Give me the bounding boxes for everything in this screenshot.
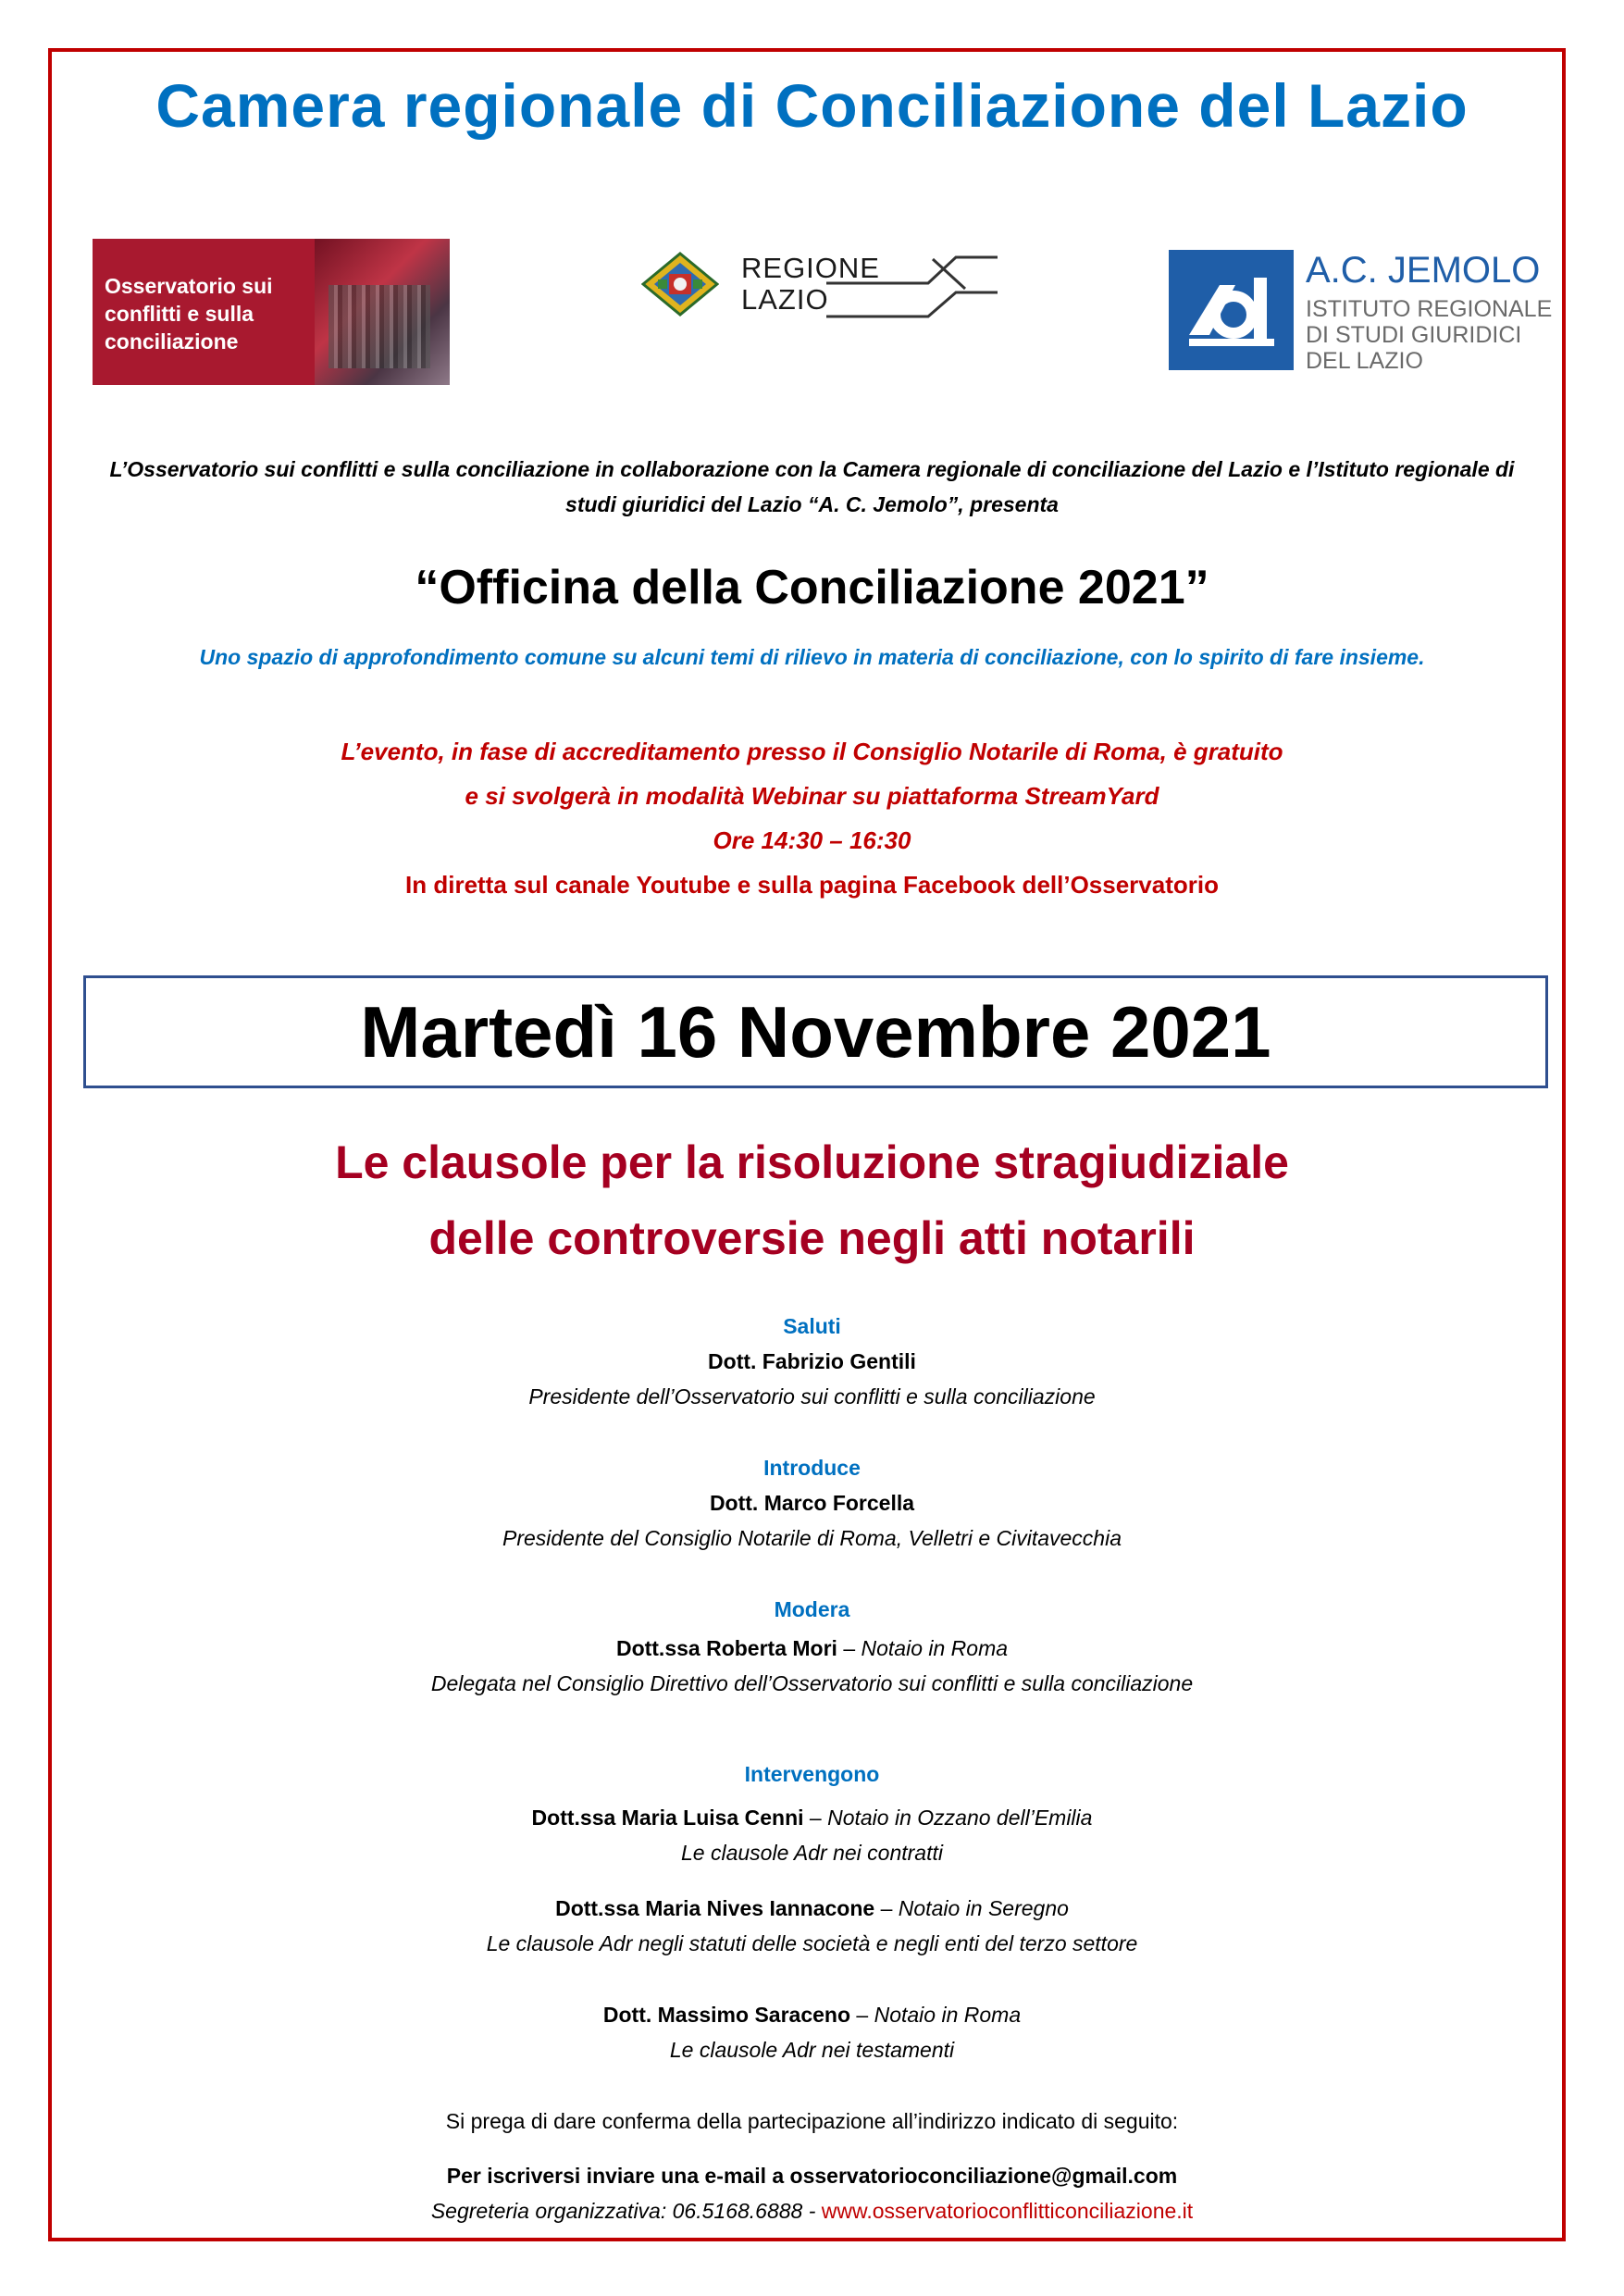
modera-place: Notaio in Roma: [861, 1636, 1009, 1660]
event-tagline: Uno spazio di approfondimento comune su alcuni temi di rilievo in materia di conciliazione, con lo spirito di fare insieme.: [199, 645, 1425, 669]
separator: –: [850, 2003, 874, 2027]
introduce-section: [0, 1450, 1624, 1556]
regione-lazio-lines-graphic: [826, 248, 998, 322]
modera-heading: Modera: [774, 1597, 850, 1621]
speaker-topic: Le clausole Adr nei contratti: [681, 1841, 943, 1865]
jemolo-mark-icon: [1169, 250, 1294, 370]
event-topic-line2: delle controversie negli atti notarili: [428, 1212, 1196, 1264]
separator: –: [837, 1636, 862, 1660]
intervengono-heading: Intervengono: [744, 1762, 880, 1786]
secretariat-phone: Segreteria organizzativa: 06.5168.6888 -: [430, 2199, 822, 2223]
regione-lazio-logo: [641, 248, 993, 331]
website-link[interactable]: www.osservatorioconflitticonciliazione.it: [821, 2199, 1194, 2223]
secretariat-line: [0, 2193, 1624, 2228]
introduce-heading: Introduce: [763, 1456, 861, 1480]
introduce-speaker: Dott. Marco Forcella: [709, 1491, 915, 1515]
separator: –: [874, 1896, 899, 1920]
event-date: Martedì 16 Novembre 2021: [83, 975, 1548, 1088]
confirm-note: Si prega di dare conferma della partecipazione all’indirizzo indicato di seguito:: [445, 2109, 1179, 2133]
speaker-topic: Le clausole Adr negli statuti delle società e negli enti del terzo settore: [486, 1931, 1138, 1955]
modera-role: Delegata nel Consiglio Direttivo dell’Osservatorio sui conflitti e sulla conciliazione: [430, 1671, 1194, 1695]
intro-text: L’Osservatorio sui conflitti e sulla conciliazione in collaborazione con la Camera regionale di conciliazione del Lazio e l’Istituto regionale di studi giuridici del Lazio “A. C. Jemolo”, presenta: [109, 457, 1515, 516]
regione-lazio-emblem-icon: [641, 252, 719, 316]
event-info-live: In diretta sul canale Youtube e sulla pagina Facebook dell’Osservatorio: [405, 871, 1219, 899]
regione-label: REGIONE: [741, 252, 880, 284]
speaker-item: [0, 1997, 1624, 2067]
event-info-accreditation: L’evento, in fase di accreditamento presso il Consiglio Notarile di Roma, è gratuito: [341, 738, 1283, 765]
speaker-name: Dott.ssa Maria Nives Iannacone: [555, 1896, 875, 1920]
event-info: [0, 729, 1624, 907]
speaker-place: Notaio in Seregno: [898, 1896, 1069, 1920]
modera-speaker: Dott.ssa Roberta Mori: [615, 1636, 837, 1660]
page-title: Camera regionale di Conciliazione del Lazio: [155, 71, 1469, 140]
jemolo-logo: [1169, 250, 1567, 379]
speaker-item: [0, 1800, 1624, 1870]
saluti-heading: Saluti: [783, 1314, 841, 1338]
osservatorio-logo: [93, 239, 450, 385]
event-info-webinar: e si svolgerà in modalità Webinar su piattaforma StreamYard: [465, 782, 1159, 810]
speaker-topic: Le clausole Adr nei testamenti: [669, 2038, 955, 2062]
saluti-speaker: Dott. Fabrizio Gentili: [708, 1349, 916, 1373]
speaker-place: Notaio in Ozzano dell’Emilia: [827, 1806, 1093, 1830]
logo-building-graphic: [329, 285, 430, 368]
jemolo-name: A.C. JEMOLO: [1306, 250, 1541, 291]
lazio-label: LAZIO: [741, 283, 829, 316]
speaker-name: Dott. Massimo Saraceno: [602, 2003, 851, 2027]
event-topic: [0, 1124, 1624, 1276]
event-info-time: Ore 14:30 – 16:30: [713, 826, 911, 854]
signup-instructions: Per iscriversi inviare una e-mail a osservatorioconciliazione@gmail.com: [446, 2164, 1178, 2188]
modera-section: [0, 1592, 1624, 1701]
jemolo-emblem: [1169, 250, 1294, 370]
event-topic-line1: Le clausole per la risoluzione stragiudiziale: [335, 1136, 1289, 1188]
intervengono-heading-block: [0, 1756, 1624, 1792]
introduce-role: Presidente del Consiglio Notarile di Roma, Velletri e Civitavecchia: [502, 1526, 1122, 1550]
speaker-item: [0, 1891, 1624, 1961]
osservatorio-logo-text: Osservatorio sui conflitti e sulla conciliazione: [105, 274, 273, 354]
separator: –: [803, 1806, 828, 1830]
speaker-name: Dott.ssa Maria Luisa Cenni: [531, 1806, 804, 1830]
saluti-section: [0, 1309, 1624, 1414]
modera-speaker-line: [0, 1631, 1624, 1666]
speaker-place: Notaio in Roma: [874, 2003, 1022, 2027]
saluti-role: Presidente dell’Osservatorio sui conflitti e sulla conciliazione: [528, 1384, 1096, 1409]
jemolo-subtitle: ISTITUTO REGIONALE DI STUDI GIURIDICI DEL LAZIO: [1306, 296, 1553, 374]
event-name: “Officina della Conciliazione 2021”: [415, 561, 1209, 614]
